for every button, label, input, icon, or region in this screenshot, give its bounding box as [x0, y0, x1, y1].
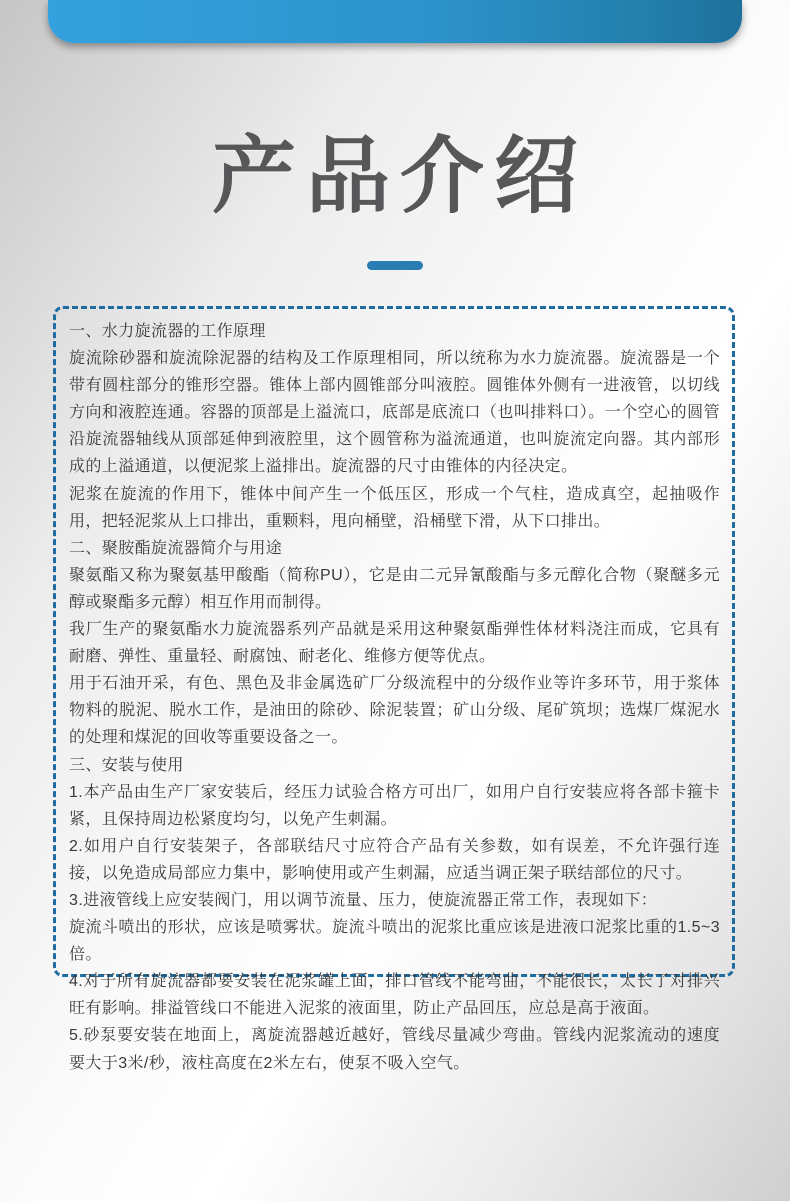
paragraph: 1.本产品由生产厂家安装后，经压力试验合格方可出厂，如用户自行安装应将各部卡箍卡紧，且保持周边松紧度均匀，以免产生刺漏。: [69, 783, 720, 828]
title-underline-dash: [367, 261, 423, 270]
section-heading: 三、安装与使用: [69, 756, 184, 774]
paragraph: 我厂生产的聚氨酯水力旋流器系列产品就是采用这种聚氨酯弹性体材料浇注而成，它具有耐磨、弹性、重量轻、耐腐蚀、耐老化、维修方便等优点。: [69, 621, 720, 666]
paragraph: 旋流斗喷出的形状，应该是喷雾状。旋流斗喷出的泥浆比重应该是进液口泥浆比重的1.5~3倍。: [69, 919, 720, 964]
paragraph: 泥浆在旋流的作用下，锥体中间产生一个低压区，形成一个气柱，造成真空，起抽吸作用，把轻泥浆从上口排出，重颗料，甩向桶壁，沿桶壁下滑，从下口排出。: [69, 485, 720, 530]
section-heading: 一、水力旋流器的工作原理: [69, 323, 266, 340]
header-ribbon: [48, 0, 742, 43]
paragraph: 4.对于所有旋流器都要安装在泥浆罐上面，排口管线不能弯曲，不能很长，太长了对排兴旺有影响。排溢管线口不能进入泥浆的液面里，防止产品回压，应总是高于液面。: [69, 973, 720, 1018]
paragraph: 用于石油开采，有色、黑色及非金属选矿厂分级流程中的分级作业等许多环节，用于浆体物料的脱泥、脱水工作，是油田的除砂、除泥装置；矿山分级、尾矿筑坝；选煤厂煤泥水的处理和煤泥的回收等重要设备之一。: [69, 675, 720, 747]
paragraph: 旋流除砂器和旋流除泥器的结构及工作原理相同，所以统称为水力旋流器。旋流器是一个带有圆柱部分的锥形空器。锥体上部内圆锥部分叫液腔。圆锥体外侧有一进液管，以切线方向和液腔连通。容器的顶部是上溢流口，底部是底流口（也叫排料口）。一个空心的圆管沿旋流器轴线从顶部延伸到液腔里，这个圆管称为溢流通道，也叫旋流定向器。其内部形成的上溢通道，以便泥浆上溢排出。旋流器的尺寸由锥体的内径决定。: [69, 350, 720, 476]
paragraph: 聚氨酯又称为聚氨基甲酸酯（简称PU），它是由二元异氰酸酯与多元醇化合物（聚醚多元醇或聚酯多元醇）相互作用而制得。: [69, 566, 720, 611]
paragraph: 3.进液管线上应安装阀门，用以调节流量、压力，使旋流器正常工作，表现如下：: [69, 891, 658, 909]
page-title: 产品介绍: [211, 129, 588, 223]
paragraph: 5.砂泵要安装在地面上，离旋流器越近越好，管线尽量减少弯曲。管线内泥浆流动的速度要大于3米/秒，液柱高度在2米左右，使泵不吸入空气。: [69, 1027, 720, 1072]
product-intro-panel: [53, 306, 735, 1072]
section-heading: 二、聚胺酯旋流器简介与用途: [69, 539, 283, 557]
paragraph: 2.如用户自行安装架子，各部联结尺寸应符合产品有关参数，如有误差，不允许强行连接，以免造成局部应力集中，影响使用或产生刺漏，应适当调正架子联结部位的尺寸。: [69, 837, 720, 882]
